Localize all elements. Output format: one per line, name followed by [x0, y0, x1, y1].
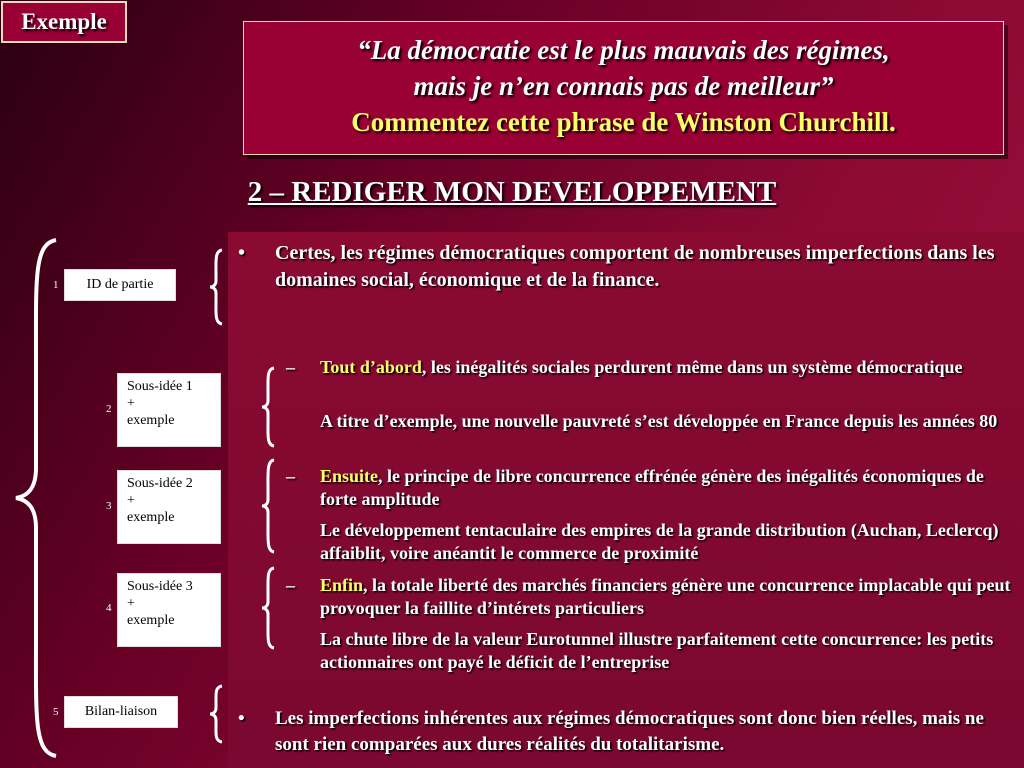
sub-point-body: , les inégalités sociales perdurent même dans un système démocratique [421, 357, 963, 377]
quote-line-1: “La démocratie est le plus mauvais des régimes, [357, 35, 890, 65]
outline-label: + [127, 493, 135, 508]
sub-point-3 [286, 574, 1011, 620]
outline-brace-icon [12, 238, 58, 758]
dash-icon: – [286, 575, 295, 595]
brace-icon [208, 248, 224, 326]
outline-num-3: 3 [106, 500, 112, 512]
outline-label: exemple [127, 413, 175, 428]
outline-num-2: 2 [106, 403, 112, 415]
outline-box-sous-idee-1 [117, 373, 221, 447]
quote-instruction: Commentez cette phrase de Winston Churchill. [351, 107, 896, 137]
outline-label: Sous-idée 1 [127, 379, 193, 394]
brace-icon [260, 566, 276, 650]
sub-point-2-example: Le développement tentaculaire des empires de la grande distribution (Auchan, Leclercq) affaiblit, voire anéantit le commerce de proximité [320, 520, 999, 563]
outline-label: + [127, 596, 135, 611]
sub-point-keyword: Enfin [320, 575, 364, 595]
outline-label: Sous-idée 3 [127, 579, 193, 594]
outline-label: ID de partie [86, 277, 154, 292]
sub-point-body: , la totale liberté des marchés financiers génère une concurrence implacable qui peut provoquer la faillite d’intérets particuliers [320, 575, 1011, 618]
example-badge: Exemple [1, 1, 127, 43]
sub-point-text [320, 356, 1011, 379]
outline-label: Bilan-liaison [84, 704, 158, 719]
bullet-icon: • [238, 708, 245, 729]
quote-line-2: mais je n’en connais pas de meilleur” [413, 71, 834, 101]
outline-num-5: 5 [53, 706, 59, 718]
outline-label: exemple [127, 613, 175, 628]
outline-box-bilan [64, 696, 178, 728]
outline-box-sous-idee-2 [117, 470, 221, 544]
quote-box [243, 21, 1004, 155]
sub-point-body: , le principe de libre concurrence effrénée génère des inégalités économiques de forte amplitude [320, 466, 984, 509]
outline-label: exemple [127, 510, 175, 525]
conclusion-bullet [238, 706, 1018, 758]
section-heading: 2 – REDIGER MON DEVELOPPEMENT [247, 176, 777, 208]
dash-icon: – [286, 357, 295, 377]
sub-point-text [320, 574, 1011, 620]
sub-point-2 [286, 465, 1011, 511]
intro-bullet [238, 240, 1018, 294]
brace-icon [260, 458, 276, 554]
sub-point-text [320, 465, 1011, 511]
sub-point-1 [286, 356, 1011, 379]
outline-label: + [127, 396, 135, 411]
sub-point-3-example: La chute libre de la valeur Eurotunnel illustre parfaitement cette concurrence: les petits actionnaires ont payé le déficit de l’entreprise [320, 629, 994, 672]
sub-point-keyword: Ensuite [320, 466, 379, 486]
outline-num-4: 4 [106, 602, 112, 614]
brace-icon [260, 366, 276, 448]
sub-point-1-example: A titre d’exemple, une nouvelle pauvreté s’est développée en France depuis les années 80 [320, 411, 998, 431]
sub-point-keyword: Tout d’abord [320, 357, 422, 377]
conclusion-text: Les imperfections inhérentes aux régimes démocratiques sont donc bien réelles, mais ne sont rien comparées aux dures réalités du totalitarisme. [275, 708, 984, 755]
dash-icon: – [286, 466, 295, 486]
outline-label: Sous-idée 2 [127, 476, 193, 491]
outline-num-1: 1 [53, 279, 59, 291]
bullet-icon: • [238, 242, 246, 264]
intro-text: Certes, les régimes démocratiques comportent de nombreuses imperfections dans les domaines social, économique et de la finance. [275, 242, 995, 291]
brace-icon [208, 684, 224, 744]
outline-box-id-partie [64, 269, 176, 301]
outline-box-sous-idee-3 [117, 573, 221, 647]
